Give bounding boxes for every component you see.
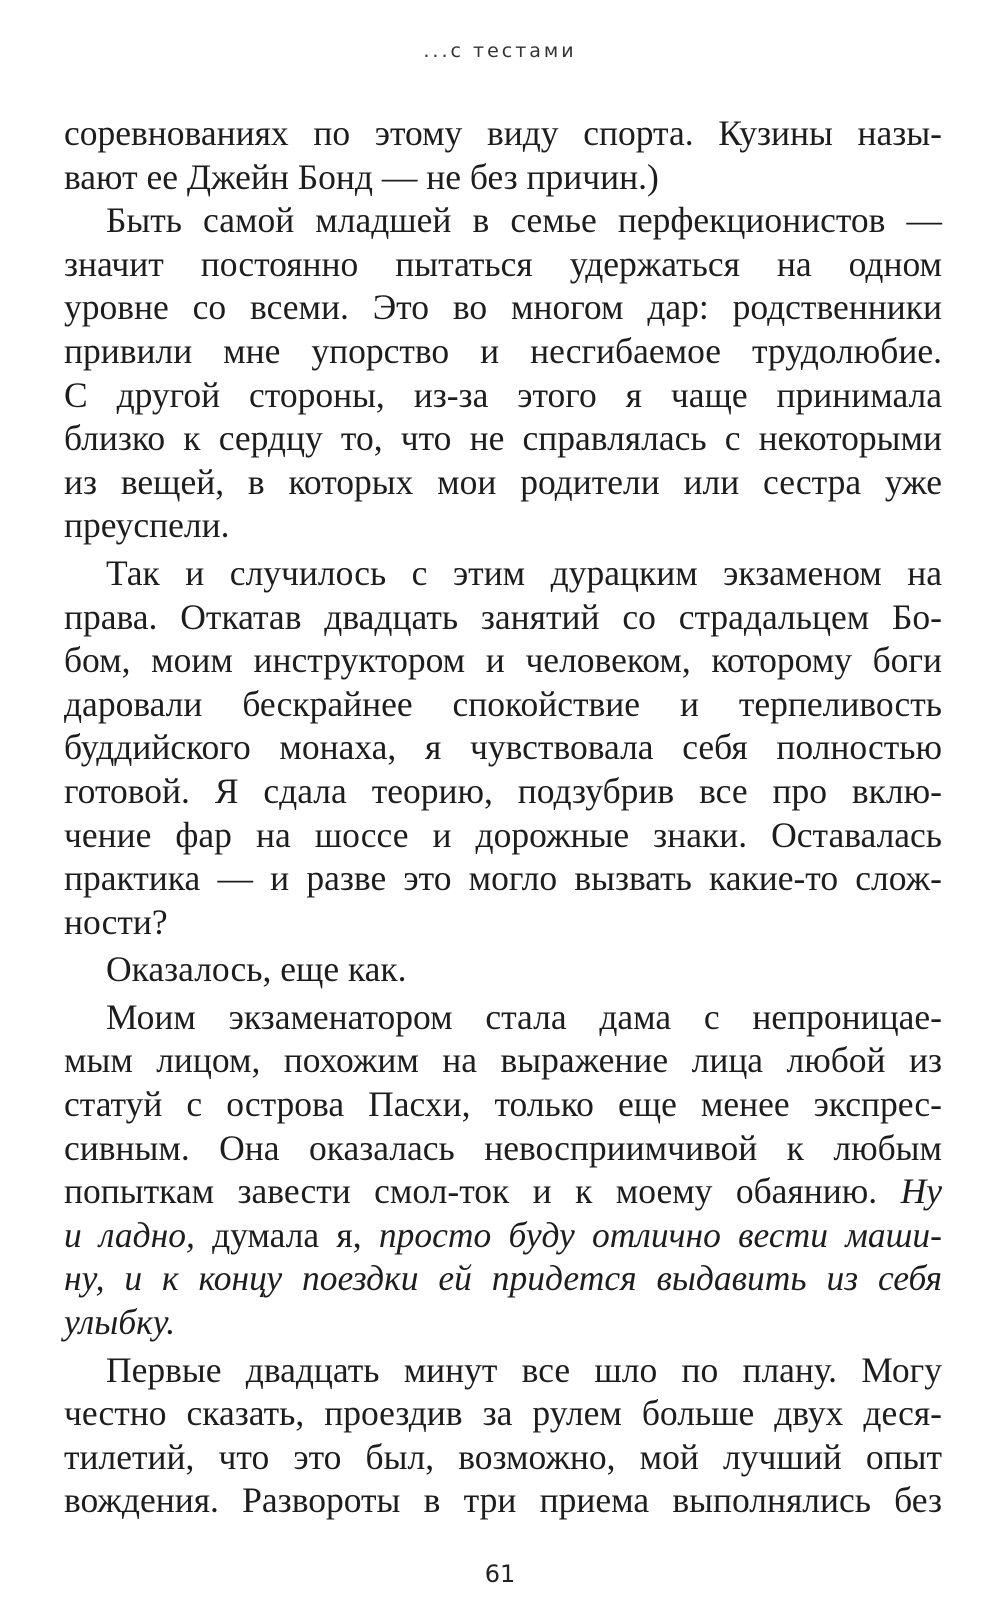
text-line-mixed: [64, 1214, 942, 1258]
italic-segment: и ладно,: [64, 1214, 195, 1255]
italic-line: улыбку.: [64, 1302, 176, 1343]
text-line: буддийского монаха, я чувствовала себя полностью: [64, 727, 942, 768]
text-line: вают ее Джейн Бонд — не без причин.): [64, 156, 659, 197]
text-line: права. Откатав двадцать занятий со страдальцем Бо-: [64, 596, 942, 637]
italic-segment: Ну: [900, 1171, 942, 1212]
text-line: честно сказать, проездив за рулем больше двух деся-: [64, 1393, 942, 1434]
body-text: [64, 112, 942, 1523]
italic-line: ну, и к концу поездки ей придется выдавить из себя: [64, 1258, 942, 1299]
text-line-mixed: [64, 1170, 942, 1214]
text-line: статуй с острова Пасхи, только еще менее экспрес-: [64, 1084, 942, 1125]
text-line: тилетий, что это был, возможно, мой лучший опыт: [64, 1436, 942, 1477]
paragraph-first-line: Так и случилось с этим дурацким экзаменом на: [106, 552, 942, 593]
text-line: готовой. Я сдала теорию, подзубрив все про вклю-: [64, 770, 942, 811]
text-segment: попыткам завести смол-ток и к моему обаянию.: [64, 1171, 878, 1212]
text-line: мым лицом, похожим на выражение лица любой из: [64, 1040, 942, 1081]
text-line: вождения. Развороты в три приема выполнялись без: [64, 1480, 942, 1521]
text-line: даровали бескрайнее спокойствие и терпеливость: [64, 683, 942, 724]
text-line: сивным. Она оказалась невосприимчивой к любым: [64, 1127, 942, 1168]
page-number: 61: [484, 1560, 516, 1588]
paragraph-first-line: Оказалось, еще как.: [106, 949, 407, 990]
text-line: близко к сердцу то, что не справлялась с некоторыми: [64, 418, 942, 459]
text-line: ности?: [64, 901, 168, 942]
text-line: бом, моим инструктором и человеком, которому боги: [64, 640, 942, 681]
text-segment: думала я,: [212, 1214, 362, 1255]
text-line: соревнованиях по этому виду спорта. Кузины назы-: [64, 113, 942, 153]
paragraph-first-line: Быть самой младшей в семье перфекционистов —: [106, 200, 942, 241]
text-line: С другой стороны, из-за этого я чаще принимала: [64, 374, 942, 415]
text-line: привили мне упорство и несгибаемое трудолюбие.: [64, 330, 942, 371]
paragraph-first-line: Моим экзаменатором стала дама с непроницае-: [106, 996, 942, 1037]
italic-segment: просто буду отлично вести маши-: [378, 1214, 942, 1255]
text-line: чение фар на шоссе и дорожные знаки. Оставалась: [64, 814, 942, 855]
text-line: уровне со всеми. Это во многом дар: родственники: [64, 287, 942, 328]
text-line: практика — и разве это могло вызвать какие-то слож-: [64, 858, 942, 899]
text-line: преуспели.: [64, 505, 230, 546]
text-line: из вещей, в которых мои родители или сестра уже: [64, 461, 942, 502]
paragraph-first-line: Первые двадцать минут все шло по плану. Могу: [106, 1349, 942, 1390]
running-title: ...с тестами: [423, 40, 577, 62]
text-line: значит постоянно пытаться удержаться на одном: [64, 243, 942, 284]
